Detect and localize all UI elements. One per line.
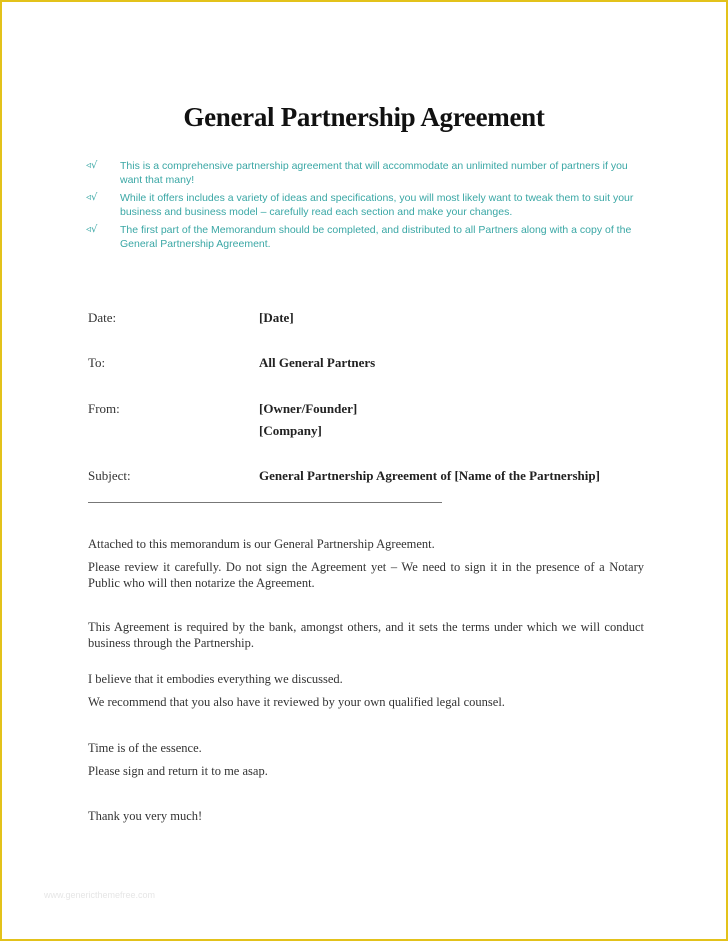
subject-label: Subject: [88, 468, 131, 483]
check-arrow-icon: ◃√ [86, 192, 98, 203]
body-paragraph: Please sign and return it to me asap. [88, 764, 268, 778]
body-paragraph: Attached to this memorandum is our General Partnership Agreement. [88, 537, 435, 551]
tip-item [86, 224, 646, 251]
closing-line: Thank you very much! [88, 809, 203, 823]
subject-value: General Partnership Agreement of [Name of the Partnership] [259, 468, 600, 483]
date-value: [Date] [259, 310, 294, 325]
check-arrow-icon: ◃√ [86, 160, 98, 171]
from-owner-value: [Owner/Founder] [259, 401, 358, 416]
body-paragraph: This Agreement is required by the bank, amongst others, and it sets the terms under which we will conduct business through the Partnership. [88, 620, 644, 650]
divider-line [88, 502, 442, 503]
to-label: To: [88, 355, 106, 370]
date-label: Date: [88, 310, 117, 325]
body-paragraph: Please review it carefully. Do not sign the Agreement yet – We need to sign it in the presence of a Notary Public who will then notarize the Agreement. [88, 560, 644, 590]
check-arrow-icon: ◃√ [86, 224, 98, 235]
instruction-tips [86, 160, 646, 256]
from-company-value: [Company] [259, 423, 322, 438]
document-title: General Partnership Agreement [183, 102, 545, 132]
tip-text: The first part of the Memorandum should be completed, and distributed to all Partners along with a copy of the General Partnership Agreement. [120, 224, 632, 250]
from-label: From: [88, 401, 120, 416]
body-paragraph: Time is of the essence. [88, 741, 202, 755]
watermark-text: www.genericthemefree.com [44, 890, 156, 900]
to-value: All General Partners [259, 355, 376, 370]
tip-item [86, 160, 646, 187]
tip-item [86, 192, 646, 219]
body-paragraph: We recommend that you also have it reviewed by your own qualified legal counsel. [88, 695, 505, 709]
tip-text: While it offers includes a variety of ideas and specifications, you will most likely want to tweak them to suit your business and business model – carefully read each section and make your changes. [120, 192, 634, 218]
tip-text: This is a comprehensive partnership agreement that will accommodate an unlimited number of partners if you want that many! [120, 160, 628, 186]
body-paragraph: I believe that it embodies everything we discussed. [88, 672, 343, 686]
